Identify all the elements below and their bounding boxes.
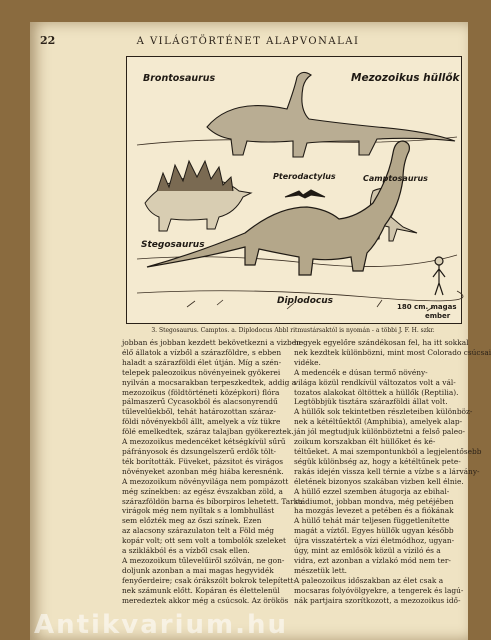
- text-line: földi növényekből állt, amelyek a víz tükre: [122, 417, 281, 427]
- text-line: A mezozoikus medencéket kétségkívül sűrű: [122, 437, 286, 447]
- text-line: meredeztek akkor még a csúcsok. Az örökös: [122, 595, 289, 605]
- text-line: A hüllő tehát már teljesen függetlenítette: [294, 516, 450, 526]
- text-line: magát a víztől. Egyes hüllők ugyan később: [294, 526, 454, 536]
- text-line: vidéke.: [294, 357, 321, 367]
- text-line: ték borították. Füveket, pázsitot és virágos: [122, 456, 284, 466]
- text-line: életének bizonyos szakában vizben kell élnie.: [294, 476, 464, 486]
- running-head: A VILÁGTÖRTÉNET ALAPVONALAI: [136, 36, 360, 47]
- text-line: még színekben: az egész évszakban zöld, a: [122, 486, 283, 496]
- brontosaurus-drawing: [207, 72, 455, 157]
- text-line: tűlevelűekből, tehát határozottan száraz-: [122, 407, 276, 417]
- label-pterodactylus: Pterodactylus: [273, 172, 336, 181]
- text-line: élő állatok a vízből a szárazföldre, s ebben: [122, 347, 282, 357]
- text-column-right: [294, 338, 491, 605]
- text-line: hegyek egyelőre szándékosan fel, ha itt sokkal: [294, 338, 469, 347]
- text-line: tozatos alakokat öltöttek a hüllők (Reptilia).: [294, 387, 459, 397]
- text-line: doljunk azonban a mai magas hegyvidék: [122, 565, 274, 575]
- text-line: zoikum korszakban élt hüllőket és ké-: [294, 437, 436, 447]
- text-line: nek kezdtek különbözni, mint most Colorado csúcsai: [294, 347, 491, 357]
- text-line: nák partjaira szorítkozott, a mezozoikus idő-: [294, 595, 461, 605]
- label-scale: 180 cm. magas: [397, 303, 457, 311]
- text-line: páfrányosok és dzsungelszerű erdők tölt-: [122, 446, 277, 456]
- label-scale-human: ember: [425, 312, 451, 320]
- label-camptosaurus: Camptosaurus: [363, 174, 428, 183]
- text-line: kopár volt; ott sem volt a tombolók szeleket: [122, 536, 286, 546]
- page-header: [40, 34, 456, 50]
- figure-title: Mezozoikus hüllők: [351, 72, 460, 84]
- text-line: virágok még nem nyíltak s a lombhullást: [122, 506, 275, 516]
- text-line: telepek paleozoikus növényeinek gyökerei: [122, 367, 281, 377]
- text-line: rakás idején vissza kell térnie a vízbe s a lárvány-: [294, 466, 480, 476]
- text-line: ján jól megtudjuk különböztetni a felső paleo-: [294, 427, 466, 437]
- stegosaurus-drawing: [145, 161, 251, 231]
- text-line: téltűeket. A mai szempontunkból a legjelentősebb: [294, 446, 482, 456]
- label-diplodocus: Diplodocus: [277, 296, 333, 306]
- figure-caption: 3. Stegosaurus. Camptos. a. Diplodocus Abbl ritmustársaktól is nyomán - a többi J. F. H. szkr.: [151, 327, 435, 334]
- text-line: ha mozgás levezet a petében és a fiókának: [294, 506, 454, 516]
- text-line: haladt a szárazföldi élet útján. Míg a szén-: [122, 357, 282, 367]
- text-line: A mezozoikum tűlevelűiről szólván, ne gon-: [122, 555, 285, 565]
- text-line: stádiumot, jobban mondva, még petéjében: [294, 496, 454, 506]
- text-line: az alacsony szárazulaton telt a Föld még: [122, 526, 274, 536]
- text-line: A hüllő ezzel szemben átugorja az ebihal-: [294, 486, 450, 496]
- text-line: pálmaszerű Cycasokból és alacsonyrendű: [122, 397, 278, 407]
- text-line: fölé emelkedtek, száraz talajban gyökereztek.: [122, 427, 294, 437]
- text-line: úgy, mint az emlősök közül a víziló és a: [294, 546, 441, 556]
- text-line: sem előzték meg az őszi színek. Ezen: [122, 516, 262, 526]
- text-column-left: [122, 338, 304, 605]
- text-line: A hüllők sok tekintetben részleteiben különböz-: [294, 407, 473, 417]
- text-line: szárazföldön barna és bíborpiros lehetett. Tarka: [122, 496, 303, 506]
- human-scale-figure: [433, 257, 445, 295]
- book-page: [30, 22, 491, 640]
- text-line: mészetük lett.: [294, 565, 348, 575]
- text-line: újra visszatértek a vízi életmódhoz, ugyan-: [294, 536, 455, 546]
- text-line: mezozoikus (földtörténeti középkori) flóra: [122, 387, 280, 397]
- text-line: A paleozoikus időszakban az élet csak a: [294, 575, 444, 585]
- label-brontosaurus: Brontosaurus: [143, 73, 216, 84]
- text-line: Legtöbbjük tisztára szárazföldi állat volt.: [294, 397, 448, 407]
- dinosaur-drawing: [127, 57, 461, 323]
- page-number: 22: [40, 34, 56, 47]
- text-line: A medencék e dúsan termő növény-: [294, 367, 428, 377]
- dinosaur-illustration: [126, 56, 462, 324]
- text-line: világa közül rendkívül változatos volt a vál-: [294, 377, 456, 387]
- text-line: a sziklákból és a vízből csak ellen.: [122, 546, 250, 556]
- watermark: Antikvarium.hu: [34, 610, 288, 640]
- text-line: A mezozoikum növényvilága nem pompázott: [122, 476, 289, 486]
- text-line: nek a kétéltűektől (Amphibia), amelyek alap-: [294, 417, 463, 427]
- pterodactylus-drawing: [285, 190, 325, 198]
- text-line: nek számunk előtt. Kopáran és élettelenül: [122, 585, 280, 595]
- text-line: ségük különbség az, hogy a kétéltűnek pete-: [294, 456, 461, 466]
- text-line: növényeket azonban még hiába keresnénk.: [122, 466, 284, 476]
- text-line: jobban és jobban kezdett bekövetkezni a vizben-: [122, 338, 304, 347]
- text-line: vidra, ezt azonban a vízlakó mód nem ter-: [294, 555, 451, 565]
- text-line: mocsaras folyóvölgyekre, a tengerek és lagú-: [294, 585, 464, 595]
- text-line: nyilván a mocsarakban terpeszkedtek, addig a: [122, 377, 297, 387]
- text-line: fenyőerdeire; csak órákszólt bokrok telepített-: [122, 575, 296, 585]
- label-stegosaurus: Stegosaurus: [141, 240, 205, 250]
